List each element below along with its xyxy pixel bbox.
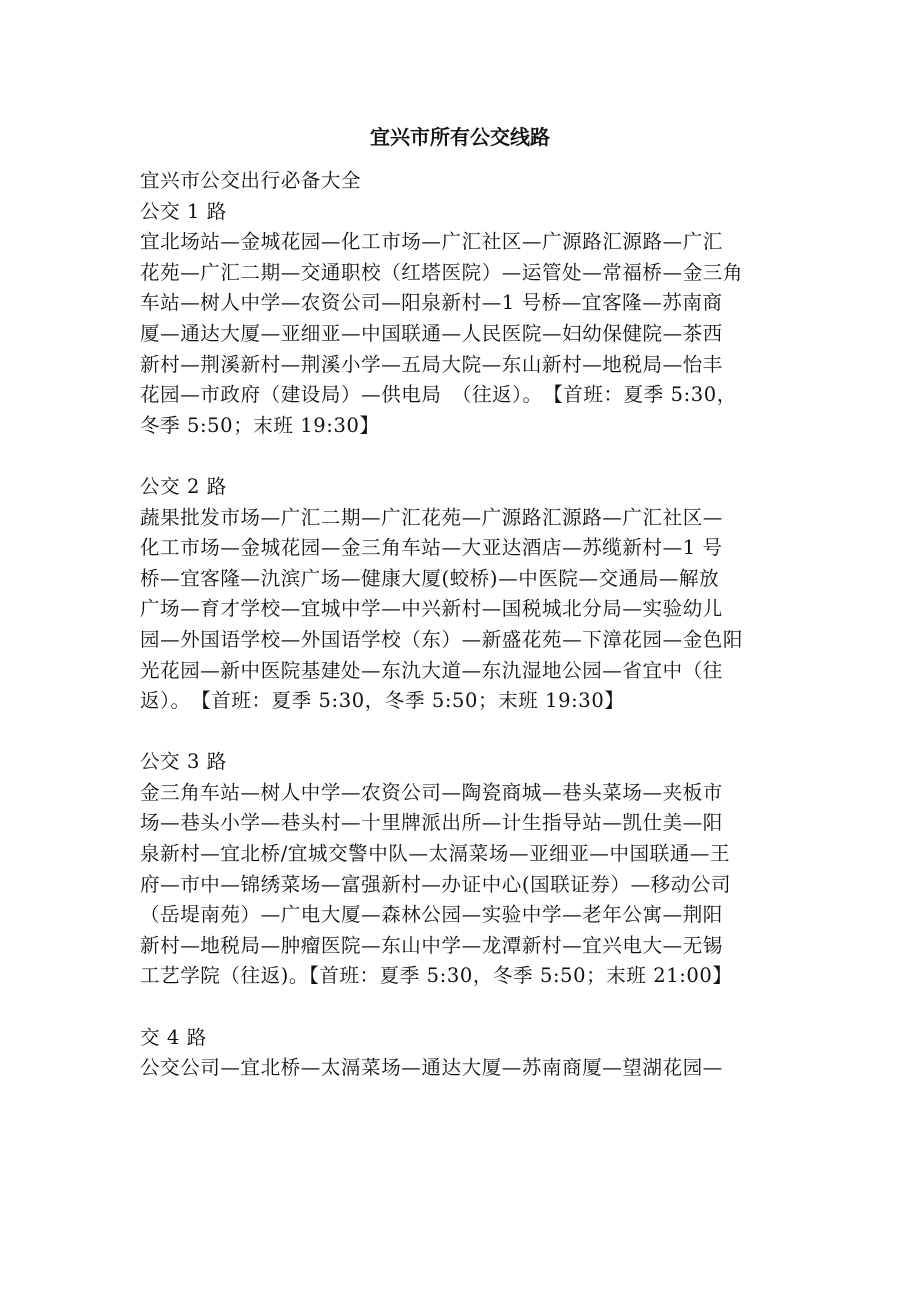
route-stops-line: 宜北场站—金城花园—化工市场—广汇社区—广源路汇源路—广汇 xyxy=(140,230,723,254)
route-section-3 xyxy=(140,747,785,992)
route-stops-line: 新村—地税局—肿瘤医院—东山中学—龙潭新村—宜兴电大—无锡 xyxy=(140,933,723,957)
document-body xyxy=(140,166,785,1084)
route-stops-line: 厦—通达大厦—亚细亚—中国联通—人民医院—妇幼保健院—茶西 xyxy=(140,321,723,345)
route-heading: 交 4 路 xyxy=(140,1025,207,1049)
route-stops-line: 府—市中—锦绣菜场—富强新村—办证中心(国联证券）—移动公司 xyxy=(140,872,732,896)
route-section-2 xyxy=(140,472,785,717)
route-stops-line: 金三角车站—树人中学—农资公司—陶瓷商城—巷头菜场—夹板市 xyxy=(140,780,723,804)
route-schedule-line: 冬季 5:50；末班 19:30】 xyxy=(140,413,380,437)
route-stops-line: 蔬果批发市场—广汇二期—广汇花苑—广源路汇源路—广汇社区— xyxy=(140,505,723,529)
route-stops-line: 化工市场—金城花园—金三角车站—大亚达酒店—苏缆新村—1 号 xyxy=(140,536,723,560)
route-stops-line: 花园—市政府（建设局）—供电局 （往返）。 【首班：夏季 5:30， xyxy=(140,383,737,407)
paragraph-gap xyxy=(140,441,785,472)
route-schedule-line: 返）。 【首班：夏季 5:30，冬季 5:50；末班 19:30】 xyxy=(140,689,625,713)
route-heading: 公交 1 路 xyxy=(140,199,227,223)
route-schedule-line: 工艺学院（往返)。【首班：夏季 5:30，冬季 5:50；末班 21:00】 xyxy=(140,964,733,988)
route-stops-line: 园—外国语学校—外国语学校（东）—新盛花苑—下漳花园—金色阳 xyxy=(140,627,744,651)
paragraph-gap xyxy=(140,717,785,748)
route-stops-line: 光花园—新中医院基建处—东氿大道—东氿湿地公园—省宜中（往 xyxy=(140,658,723,682)
paragraph-gap xyxy=(140,992,785,1023)
route-stops-line: （岳堤南苑）—广电大厦—森林公园—实验中学—老年公寓—荆阳 xyxy=(140,903,723,927)
route-stops-line: 桥—宜客隆—氿滨广场—健康大厦(蛟桥)—中医院—交通局—解放 xyxy=(140,566,720,590)
route-stops-line: 车站—树人中学—农资公司—阳泉新村—1 号桥—宜客隆—苏南商 xyxy=(140,291,723,315)
route-section-4 xyxy=(140,1023,785,1084)
route-stops-line: 公交公司—宜北桥—太滆菜场—通达大厦—苏南商厦—望湖花园— xyxy=(140,1056,723,1080)
route-stops-line: 花苑—广汇二期—交通职校（红塔医院）—运管处—常福桥—金三角 xyxy=(140,260,744,284)
route-heading: 公交 2 路 xyxy=(140,474,227,498)
document-title: 宜兴市所有公交线路 xyxy=(370,125,550,149)
route-stops-line: 新村—荆溪新村—荆溪小学—五局大院—东山新村—地税局—怡丰 xyxy=(140,352,723,376)
route-stops-line: 场—巷头小学—巷头村—十里牌派出所—计生指导站—凯仕美—阳 xyxy=(140,811,723,835)
route-heading: 公交 3 路 xyxy=(140,750,227,774)
route-section-1 xyxy=(140,197,785,442)
document-subtitle: 宜兴市公交出行必备大全 xyxy=(140,169,362,192)
route-stops-line: 广场—育才学校—宜城中学—中兴新村—国税城北分局—实验幼儿 xyxy=(140,597,723,621)
route-stops-line: 泉新村—宜北桥/宜城交警中队—太滆菜场—亚细亚—中国联通—王 xyxy=(140,842,731,866)
